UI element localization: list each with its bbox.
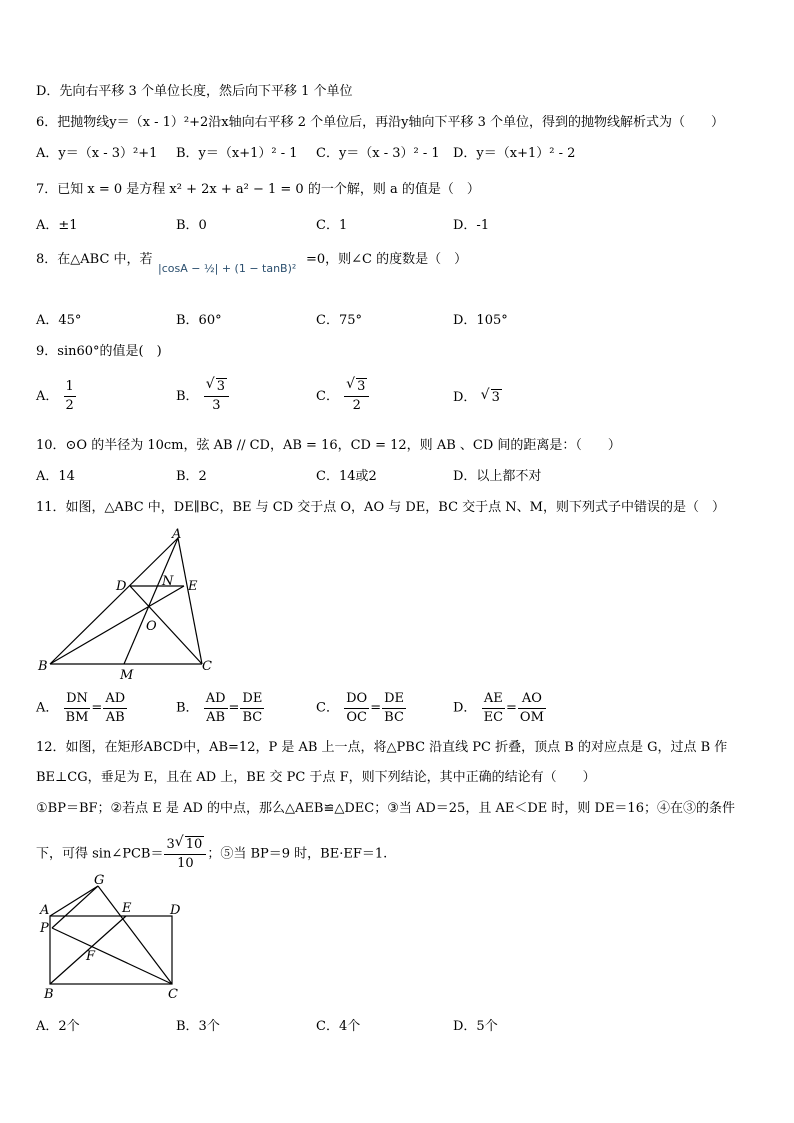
segment-pc (52, 928, 172, 984)
sqrt-radicand: √ 3 (356, 378, 367, 395)
q7-option-a: A．±1 (36, 218, 78, 233)
label-A: A (40, 903, 50, 918)
q12-stem-4-post: ；⑤当 BP＝9 时，BE·EF＝1. (207, 846, 388, 862)
equals-sign: = (370, 700, 382, 716)
q8-option-c: C．75° (316, 313, 362, 328)
denominator: BC (242, 710, 263, 725)
fraction-right (518, 690, 546, 727)
coefficient: 3 (166, 837, 175, 852)
label-D: D (116, 579, 127, 594)
q9-option-a-fraction (64, 378, 76, 415)
fraction-left (64, 690, 91, 727)
sin-pcb-fraction (164, 836, 206, 873)
numerator: DE (382, 690, 406, 709)
q9-option-c (316, 378, 370, 415)
q10-option-d: D．以上都不对 (453, 469, 542, 484)
fraction-left (344, 690, 369, 727)
label-B: B (44, 987, 54, 1002)
q12-option-c: C．4个 (316, 1019, 361, 1034)
q12-stem-line-1: 12．如图，在矩形ABCD中，AB=12，P 是 AB 上一点，将△PBC 沿直线 PC 折叠，顶点 B 的对应点是 G，过点 B 作 (36, 740, 728, 755)
denominator: 3 (212, 398, 221, 413)
fraction-right (103, 690, 127, 727)
numerator: DN (64, 690, 91, 709)
label-C: C (168, 987, 178, 1002)
q8-option-a: A．45° (36, 313, 82, 328)
q12-stem-line-3: ①BP＝BF；②若点 E 是 AD 的中点，那么△AEB≌△DEC；③当 AD＝25，且 AE＜DE 时，则 DE＝16；④在③的条件 (36, 801, 735, 816)
q10-stem: 10．⊙O 的半径为 10cm，弦 AB // CD，AB = 16，CD = 12，则 AB 、CD 间的距离是：（ ） (36, 438, 621, 453)
q12-stem-line-2: BE⊥CG，垂足为 E，且在 AD 上，BE 交 PC 于点 F，则下列结论，其中正确的结论有（ ） (36, 770, 596, 785)
denominator: BM (65, 710, 89, 725)
q12-stem-line-4 (36, 836, 387, 873)
numerator (164, 836, 206, 855)
q6-stem: 6．把抛物线y＝（x - 1）²+2沿x轴向右平移 2 个单位后，再沿y轴向下平移 3 个单位，得到的抛物线解析式为（ ） (36, 115, 724, 130)
numerator: AE (482, 690, 505, 709)
q9-option-d-label: D． (453, 390, 477, 405)
numerator: DO (344, 690, 369, 709)
q5-option-d: D．先向右平移 3 个单位长度，然后向下平移 1 个单位 (36, 84, 353, 99)
fraction-left (482, 690, 505, 727)
q11-option-c-label: C． (316, 700, 339, 716)
q12-option-a: A．2个 (36, 1019, 80, 1034)
q8-option-b: B．60° (176, 313, 222, 328)
numerator: DE (240, 690, 264, 709)
q7-option-b: B．0 (176, 218, 207, 233)
q6-option-c: C．y＝（x - 3）² - 1 (316, 146, 440, 161)
q7-option-c: C．1 (316, 218, 348, 233)
q9-option-a (36, 378, 77, 415)
denominator: EC (483, 710, 504, 725)
q11-option-d (453, 690, 547, 727)
label-E: E (122, 901, 132, 916)
denominator: AB (105, 710, 125, 725)
label-B: B (38, 659, 48, 674)
equals-sign: = (506, 700, 517, 716)
q9-option-d (453, 388, 502, 408)
fraction-right (240, 690, 264, 727)
label-A: A (172, 528, 182, 542)
q11-triangle-figure (34, 528, 224, 683)
q11-option-a (36, 690, 128, 727)
q9-option-b (176, 378, 230, 415)
edge-ac (178, 538, 202, 664)
denominator: OC (346, 710, 367, 725)
q12-option-d: D．5个 (453, 1019, 498, 1034)
fraction-left (204, 690, 228, 727)
q9-stem: 9．sin60°的值是( ) (36, 344, 162, 359)
q6-option-d: D．y＝（x+1）² - 2 (453, 146, 576, 161)
q9-option-b-fraction (204, 378, 229, 415)
label-N: N (162, 574, 174, 589)
label-E: E (188, 579, 198, 594)
q9-option-c-fraction (344, 378, 369, 415)
q12-stem-4-pre: 下，可得 sin∠PCB＝ (36, 846, 164, 862)
q11-option-d-label: D． (453, 700, 477, 716)
q11-option-b (176, 690, 265, 727)
q8-stem-post: =0，则∠C 的度数是（ ） (306, 252, 468, 267)
q11-stem: 11．如图，△ABC 中，DE∥BC，BE 与 CD 交于点 O，AO 与 DE，BC 交于点 N、M，则下列式子中错误的是（ ） (36, 500, 725, 515)
q6-option-a: A．y＝（x - 3）²+1 (36, 146, 158, 161)
sqrt-radicand: √ 10 (185, 836, 205, 853)
q9-option-d-sqrt: √ 3 (491, 389, 502, 406)
numerator: AO (518, 690, 546, 709)
label-D: D (170, 903, 181, 918)
segment-gc (98, 886, 172, 984)
denominator: 2 (65, 398, 74, 413)
denominator: 2 (352, 398, 361, 413)
denominator: 10 (177, 856, 194, 871)
q9-option-c-label: C． (316, 389, 339, 404)
numerator: AD (204, 690, 228, 709)
label-P: P (40, 921, 49, 936)
segment-am (124, 538, 178, 664)
q11-option-a-label: A． (36, 700, 59, 716)
label-M: M (120, 668, 134, 683)
equals-sign: = (228, 700, 240, 716)
sqrt-radicand: √ 3 (216, 378, 227, 395)
q10-option-c: C．14或2 (316, 469, 377, 484)
label-O: O (146, 619, 157, 634)
q10-option-b: B．2 (176, 469, 207, 484)
numerator: AD (103, 690, 127, 709)
segment-ag (50, 886, 98, 916)
q12-rectangle-figure (34, 874, 194, 1002)
denominator: AB (206, 710, 226, 725)
denominator: OM (519, 710, 544, 725)
q9-option-b-label: B． (176, 389, 199, 404)
label-F: F (86, 949, 96, 964)
q6-option-b: B．y＝（x+1）² - 1 (176, 146, 298, 161)
q11-option-c (316, 690, 407, 727)
q9-option-a-label: A． (36, 389, 59, 404)
numerator: 1 (64, 378, 76, 397)
numerator (344, 378, 369, 397)
label-G: G (94, 874, 105, 888)
segment-pg (52, 886, 98, 928)
q8-formula-image: |cosA − ½| + (1 − tanB)² (158, 262, 297, 275)
fraction-right (382, 690, 406, 727)
q8-option-d: D．105° (453, 313, 508, 328)
q8-stem-pre: 8．在△ABC 中，若 (36, 252, 153, 267)
q7-stem: 7．已知 x = 0 是方程 x² + 2x + a² − 1 = 0 的一个解，则 a 的值是（ ） (36, 182, 480, 197)
q10-option-a: A．14 (36, 469, 75, 484)
label-C: C (202, 659, 212, 674)
q11-option-b-label: B． (176, 700, 199, 716)
equals-sign: = (91, 700, 103, 716)
rectangle-abcd (50, 916, 172, 984)
numerator (204, 378, 229, 397)
q12-option-b: B．3个 (176, 1019, 220, 1034)
q7-option-d: D．-1 (453, 218, 490, 233)
denominator: BC (384, 710, 404, 725)
